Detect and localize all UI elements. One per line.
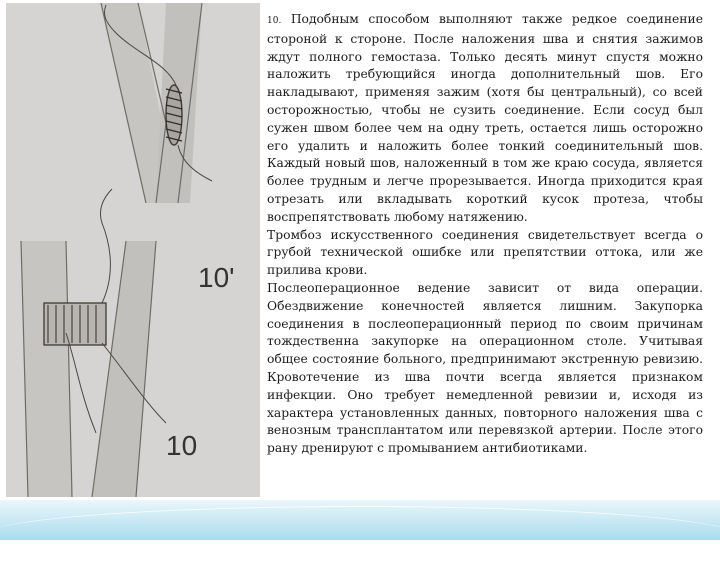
paragraph-number: 10.	[267, 16, 282, 26]
paragraph-1	[267, 11, 703, 227]
decorative-bottom-band	[0, 500, 720, 540]
figure-label-10: 10	[166, 430, 198, 461]
upper-vessels	[101, 3, 212, 203]
paragraph-2: Тромбоз искусственного соединения свидетельствует всегда о грубой технической ошибке или препятствии оттока, или же прилива крови.	[267, 227, 703, 278]
body-text	[267, 11, 703, 458]
lower-vessels	[21, 189, 166, 497]
paragraph-3: Послеоперационное ведение зависит от вида операции. Обездвижение конечностей является лишним. Закупорка соединения в послеоперационный период по своим причинам тождественна закупорке на операционном столе. Учитывая общее состояние больного, предпринимают экстренную ревизию. Кровотечение из шва почти всегда является признаком инфекции. Оно требует немедленной ревизии и, исходя из характера установленных данных, повторного наложения шва с венозным трансплантатом или перевязкой артерии. После этого рану дренируют с промыванием антибиотиками.	[267, 280, 703, 456]
surgical-illustration	[6, 3, 260, 497]
vessel-anastomosis-drawing	[6, 3, 260, 497]
paragraph-1-text: Подобным способом выполняют также редкое соединение стороной к стороне. После наложения шва и снятия зажимов ждут полного гемостаза. Только десять минут спустя можно наложить требующийся иногда дополнительный шов. Его накладывают, применяя зажим (хотя бы центральный), со всей осторожностью, чтобы не сузить соединение. Если сосуд был сужен швом более чем на одну треть, остается лишь осторожно его удалить и наложить более тонкий соединительный шов. Каждый новый шов, наложенный в том же краю сосуда, является более трудным и легче прорезывается. Иногда приходится края отрезать или вкладывать короткий кусок протеза, чтобы воспрепятствовать любому натяжению.	[267, 12, 703, 224]
figure-label-10-prime: 10'	[198, 262, 235, 293]
